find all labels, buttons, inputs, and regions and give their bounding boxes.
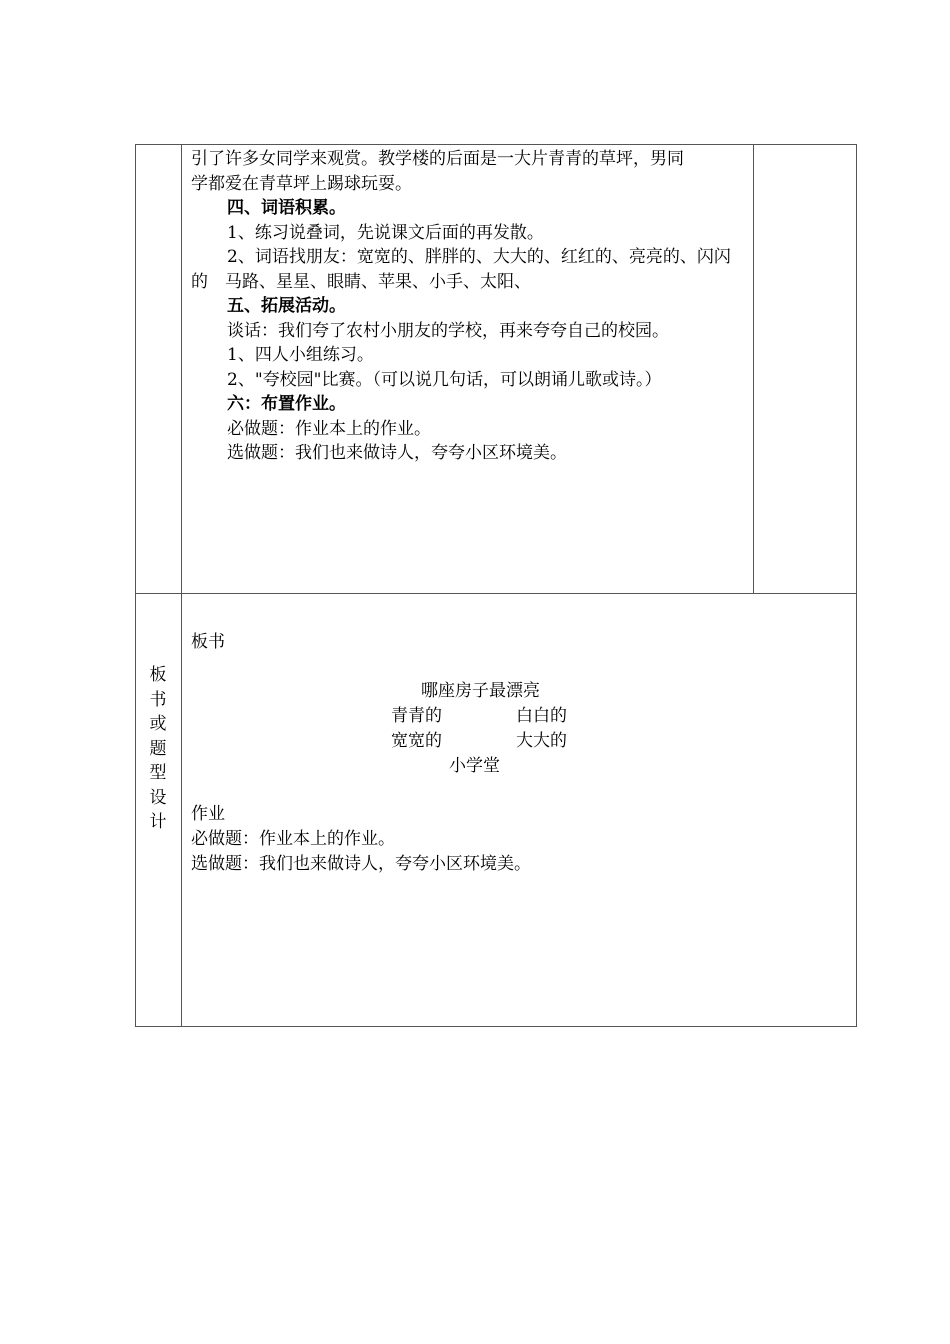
section-heading: 四、词语积累。 <box>227 198 346 218</box>
table-border-bottom <box>135 1026 857 1027</box>
board-right-1: 白白的 <box>516 706 567 726</box>
section-heading: 六：布置作业。 <box>227 394 346 414</box>
board-left-1: 青青的 <box>391 706 442 726</box>
table-border-left <box>135 144 136 1027</box>
board-bottom: 小学堂 <box>449 756 500 776</box>
text-line: 1、练习说叠词，先说课文后面的再发散。 <box>227 222 544 243</box>
text-line: 1、四人小组练习。 <box>227 345 374 365</box>
label-char: 板 <box>149 665 167 685</box>
text-line: 选做题：我们也来做诗人，夸夸小区环境美。 <box>227 443 567 463</box>
board-title: 哪座房子最漂亮 <box>421 681 540 701</box>
table-border-right <box>856 144 857 1027</box>
text-line: 学都爱在青草坪上踢球玩耍。 <box>191 173 412 194</box>
text-line: 2、词语找朋友：宽宽的、胖胖的、大大的、红红的、亮亮的、闪闪 <box>227 247 731 267</box>
board-heading: 板书 <box>191 632 225 652</box>
board-right-2: 大大的 <box>516 731 567 751</box>
table-divider-notes <box>753 144 754 594</box>
label-char: 题 <box>149 738 167 759</box>
section-heading: 五、拓展活动。 <box>227 296 346 316</box>
label-char: 设 <box>149 787 167 808</box>
text-line: 2、"夸校园"比赛。（可以说几句话，可以朗诵儿歌或诗。） <box>227 369 662 390</box>
table-border-middle <box>135 593 857 594</box>
label-char: 计 <box>149 812 167 832</box>
text-line: 必做题：作业本上的作业。 <box>227 418 431 439</box>
table-border-top <box>135 144 857 145</box>
text-line: 引了许多女同学来观赏。教学楼的后面是一大片青青的草坪，男同 <box>191 149 684 169</box>
table-divider-label <box>181 144 182 1027</box>
row-label-board-design <box>135 663 181 835</box>
homework-heading: 作业 <box>191 804 225 824</box>
lesson-plan-table <box>135 144 857 1027</box>
text-line: 谈话：我们夸了农村小朋友的学校，再来夸夸自己的校园。 <box>227 320 669 341</box>
label-char: 型 <box>149 763 167 783</box>
label-char: 书 <box>149 689 167 710</box>
label-char: 或 <box>149 714 167 734</box>
homework-optional: 选做题：我们也来做诗人，夸夸小区环境美。 <box>191 854 531 874</box>
board-left-2: 宽宽的 <box>391 731 442 751</box>
homework-required: 必做题：作业本上的作业。 <box>191 829 395 849</box>
text-line: 的 马路、星星、眼睛、苹果、小手、太阳、 <box>191 271 531 292</box>
